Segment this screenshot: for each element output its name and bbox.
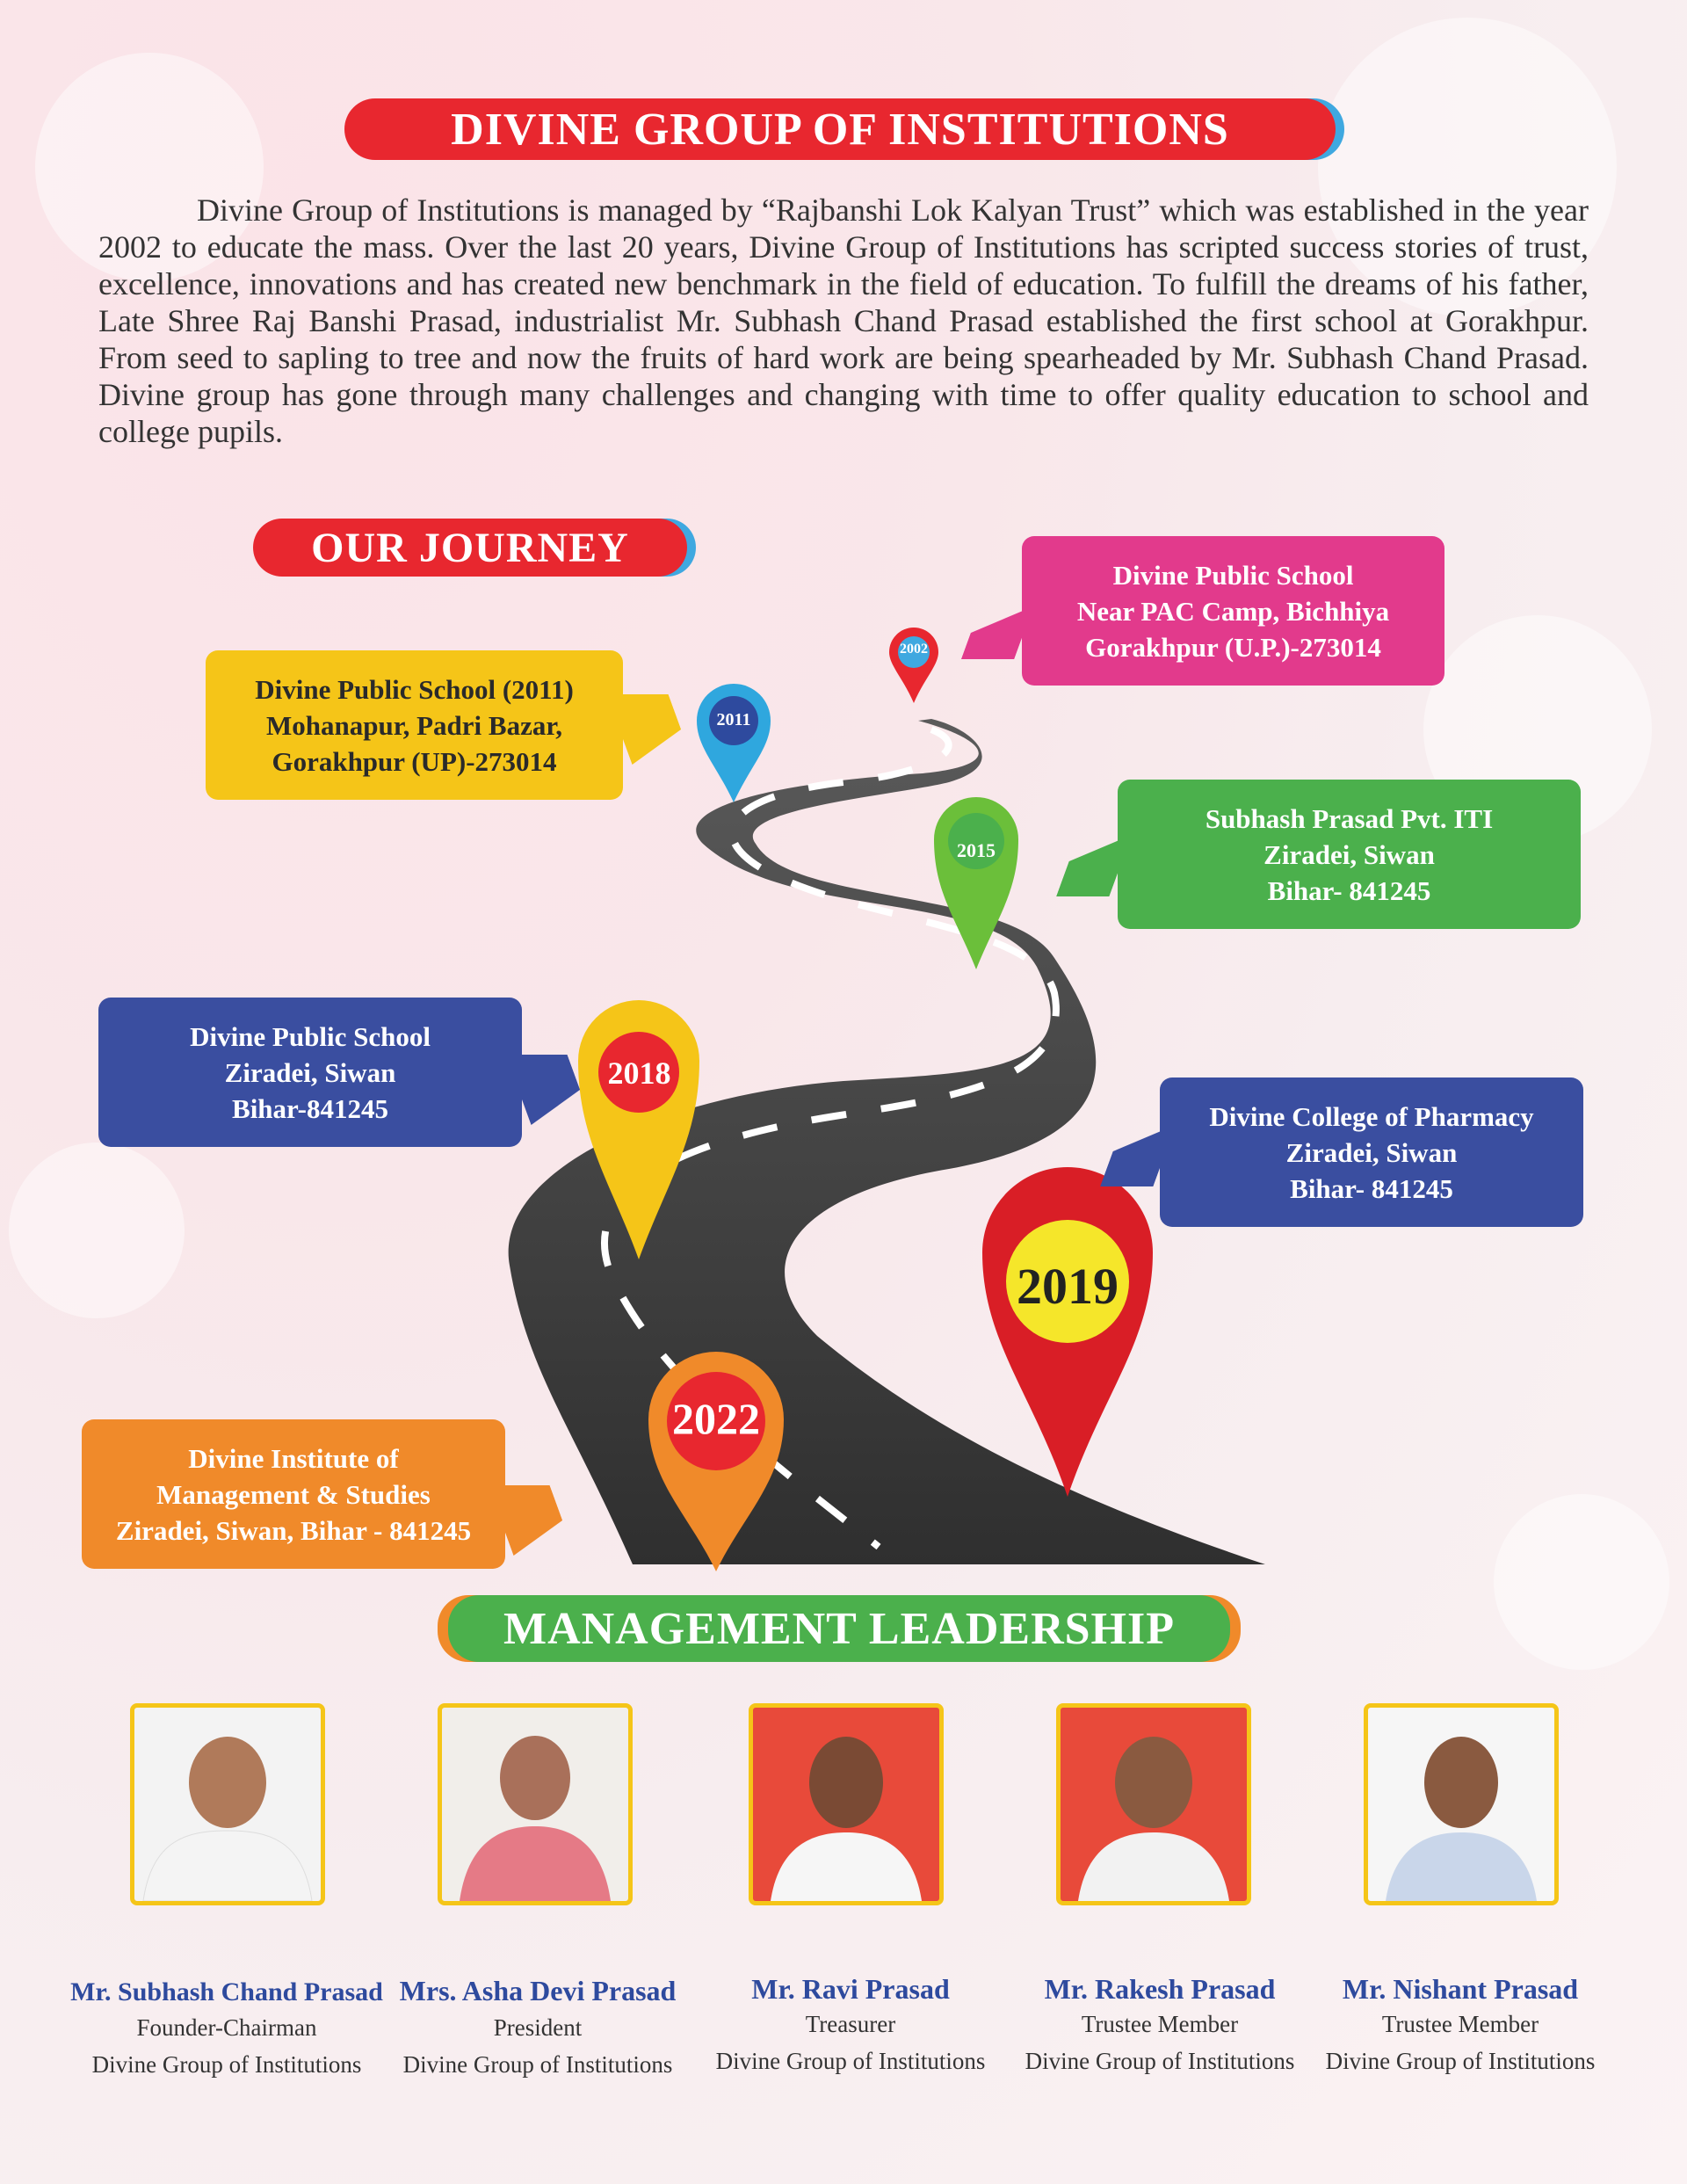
page-title: DIVINE GROUP OF INSTITUTIONS (344, 98, 1336, 160)
person-icon (1368, 1708, 1554, 1901)
milestone-2022-line: Divine Institute of (188, 1442, 399, 1474)
leader-photo (130, 1703, 325, 1905)
leader-role: Founder-Chairman (136, 2014, 317, 2041)
milestone-2015-line: Ziradei, Siwan (1263, 838, 1435, 870)
milestone-2011-card (206, 650, 623, 800)
milestone-2015-card (1118, 780, 1581, 929)
leadership-title: MANAGEMENT LEADERSHIP (448, 1595, 1230, 1662)
leader-role: Trustee Member (1381, 2011, 1539, 2037)
leader-org: Divine Group of Institutions (1325, 2048, 1596, 2074)
person-icon (442, 1708, 628, 1901)
leader-photo (438, 1703, 633, 1905)
person-icon (1061, 1708, 1247, 1901)
leader-org: Divine Group of Institutions (402, 2051, 673, 2078)
milestone-2022-card (82, 1419, 505, 1569)
leader-name: Mr. Ravi Prasad (751, 1973, 950, 2005)
milestone-2015-line: Subhash Prasad Pvt. ITI (1205, 802, 1494, 834)
leader-role: Treasurer (805, 2011, 896, 2037)
milestone-2018-line: Divine Public School (190, 1020, 431, 1052)
person-icon (753, 1708, 939, 1901)
pin-2015-label: 2015 (957, 839, 996, 861)
leader-photo (1056, 1703, 1251, 1905)
milestone-2015-line: Bihar- 841245 (1267, 874, 1431, 906)
milestone-2018-line: Ziradei, Siwan (224, 1056, 396, 1088)
pin-2011-label: 2011 (716, 710, 751, 729)
milestone-2022-line: Ziradei, Siwan, Bihar - 841245 (115, 1514, 472, 1546)
milestone-2011-line: Mohanapur, Padri Bazar, (265, 709, 563, 741)
pin-2022-icon (646, 1349, 786, 1573)
milestone-2002-card (1022, 536, 1444, 686)
leader-role: Trustee Member (1081, 2011, 1239, 2037)
milestone-2002-line: Near PAC Camp, Bichhiya (1076, 595, 1390, 627)
pin-2018-icon (576, 998, 703, 1261)
milestone-2011-line: Gorakhpur (UP)-273014 (272, 745, 557, 777)
milestone-2019-line: Bihar- 841245 (1290, 1172, 1453, 1204)
milestone-2019-line: Divine College of Pharmacy (1209, 1100, 1534, 1132)
intro-paragraph: Divine Group of Institutions is managed by “Rajbanshi Lok Kalyan Trust” which was established in the year 2002 to educate the mass. Over the last 20 years, Divine Group of Institutions has scripted success stories of trust, excellence, innovations and has created new benchmark in the field of education. To fulfill the dreams of his father, Late Shree Raj Banshi Prasad, industrialist Mr. Subhash Chand Prasad established the first school at Gorakhpur. From seed to sapling to tree and now the fruits of hard work are being spearheaded by Mr. Subhash Chand Prasad. Divine group has gone through many challenges and changing with time to offer quality education to school and college pupils. (98, 192, 1589, 449)
milestone-2002-line: Gorakhpur (U.P.)-273014 (1085, 631, 1381, 663)
leader-name: Mr. Subhash Chand Prasad (70, 1977, 383, 2006)
leader-org: Divine Group of Institutions (91, 2051, 362, 2078)
pin-2022-label: 2022 (672, 1394, 760, 1443)
pin-2019-icon (980, 1165, 1155, 1498)
pin-2019-label: 2019 (1017, 1258, 1119, 1315)
leader-name: Mr. Nishant Prasad (1342, 1973, 1579, 2005)
milestone-2022-line: Management & Studies (156, 1478, 431, 1510)
leader-photo (1364, 1703, 1559, 1905)
milestone-2018-line: Bihar-841245 (232, 1092, 388, 1124)
leader-photo (749, 1703, 944, 1905)
person-icon (134, 1708, 321, 1901)
pin-2002-icon (887, 626, 940, 705)
leader-name: Mr. Rakesh Prasad (1044, 1973, 1276, 2005)
milestone-2019-line: Ziradei, Siwan (1285, 1136, 1458, 1168)
leader-role: President (493, 2014, 583, 2041)
milestone-2002-line: Divine Public School (1112, 559, 1354, 591)
journey-title: OUR JOURNEY (253, 519, 687, 577)
milestone-2019-card (1160, 1077, 1583, 1227)
leader-name: Mrs. Asha Devi Prasad (399, 1975, 677, 2006)
pin-2015-icon (931, 795, 1021, 971)
milestone-2018-card (98, 998, 522, 1147)
pin-2011-icon (694, 681, 773, 804)
leader-org: Divine Group of Institutions (715, 2048, 986, 2074)
pin-2018-label: 2018 (607, 1056, 671, 1091)
milestone-2011-line: Divine Public School (2011) (255, 673, 574, 705)
pin-2002-label: 2002 (900, 642, 928, 657)
leader-org: Divine Group of Institutions (1025, 2048, 1295, 2074)
